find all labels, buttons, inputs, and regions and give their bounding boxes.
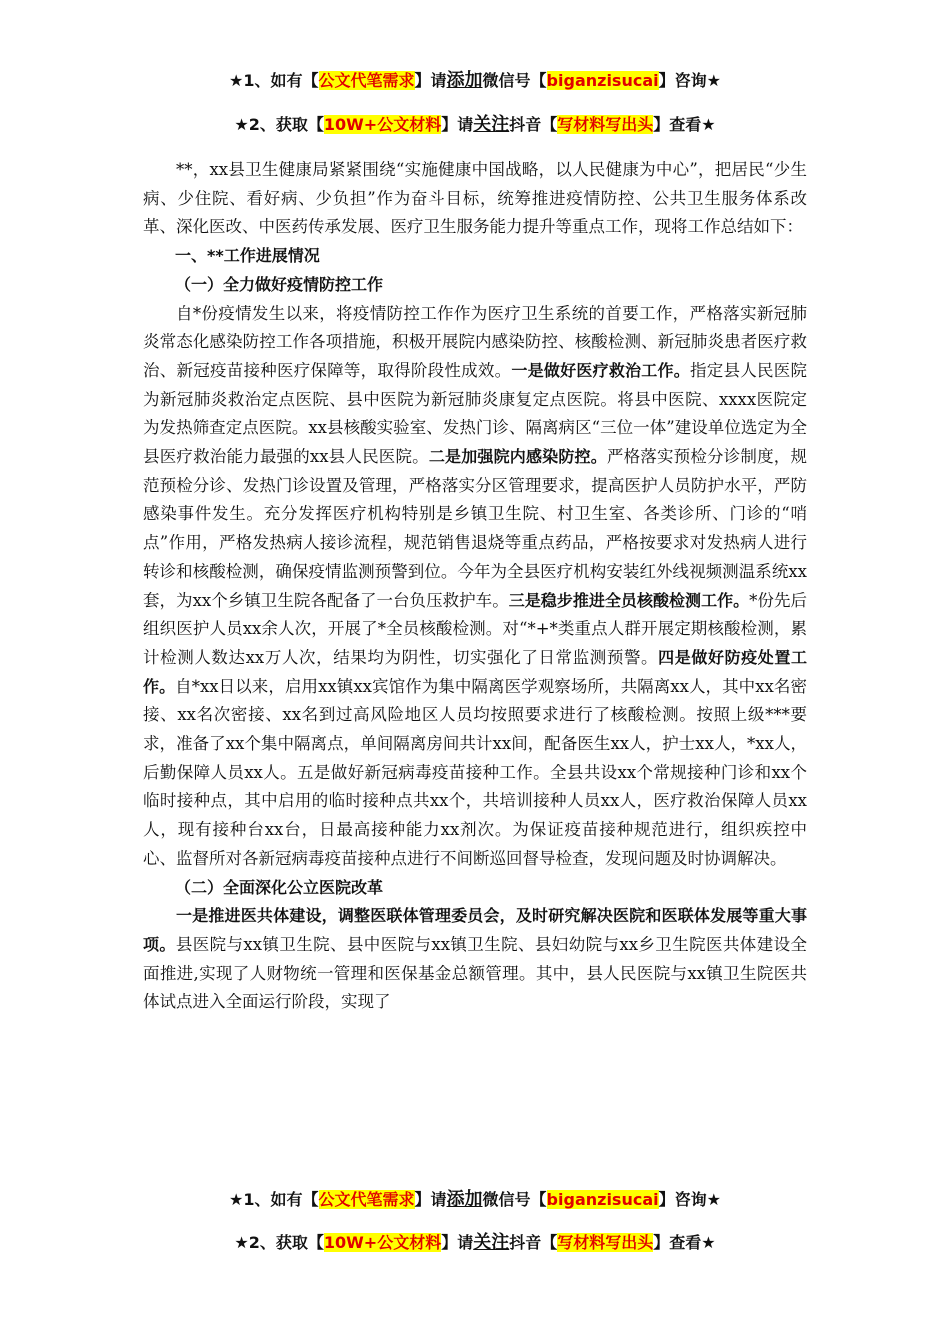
banner-text: ★1、如有【 [229, 71, 319, 90]
promo-banner-bottom-line1 [0, 1185, 950, 1211]
banner-highlight-wechat: biganzisucai [546, 71, 659, 90]
banner-underlined: 关注 [473, 1232, 510, 1253]
promo-banner-bottom-line2 [0, 1228, 950, 1254]
paragraph-text: 严格落实预检分诊制度，规范预检分诊、发热门诊设置及管理，严格落实分区管理要求，提高医护人员防护水平，严防感染事件发生。充分发挥医疗机构特别是乡镇卫生院、村卫生室、各类诊所、门诊的“哨点”作用，严格发热病人接诊流程，规范销售退烧等重点药品，严格按要求对发热病人进行转诊和核酸检测，确保疫情监测预警到位。今年为全县医疗机构安装红外线视频测温系统xx套，为xx个乡镇卫生院各配备了一台负压救护车。 [143, 447, 807, 610]
banner-text: 】请 [414, 71, 447, 90]
bold-lead: 二是加强院内感染防控。 [428, 447, 607, 467]
banner-text: 】咨询★ [658, 71, 721, 90]
banner-text: 】请 [414, 1190, 447, 1209]
body-paragraph [143, 300, 807, 874]
promo-banner-top-line2 [0, 110, 950, 136]
paragraph-text: 指定县人民医院为新冠肺炎救治定点医院、县中医院为新冠肺炎康复定点医院。将县中医院、xxxx医院定为发热筛查定点医院。xx县核酸实验室、发热门诊、隔离病区“三位一体”建设单位选定为全县医疗救治能力最强的xx县人民医院。 [143, 360, 808, 467]
banner-underlined: 添加 [446, 70, 483, 91]
bold-lead: 三是稳步推进全员核酸检测工作。 [508, 590, 750, 610]
banner-text: ★2、获取【 [234, 115, 324, 134]
banner-text: ★2、获取【 [234, 1233, 324, 1252]
document-body [143, 156, 807, 1017]
banner-text: 微信号【 [482, 1190, 547, 1209]
banner-text: 】请 [441, 115, 474, 134]
banner-highlight-douyin: 写材料写出头 [557, 1233, 654, 1252]
bold-lead: 一是做好医疗救治工作。 [511, 360, 691, 380]
paragraph-text: 自*xx日以来，启用xx镇xx宾馆作为集中隔离医学观察场所，共隔离xx人，其中xx名密接、xx名次密接、xx名到过高风险地区人员均按照要求进行了核酸检测。按照上级***要求，准备了xx个集中隔离点，单间隔离房间共计xx间，配备医生xx人，护士xx人，*xx人，后勤保障人员xx人。五是做好新冠病毒疫苗接种工作。全县共设xx个常规接种门诊和xx个临时接种点，其中启用的临时接种点共xx个，共培训接种人员xx人，医疗救治保障人员xx人，现有接种台xx台，日最高接种能力xx剂次。为保证疫苗接种规范进行，组织疾控中心、监督所对各新冠病毒疫苗接种点进行不间断巡回督导检查，发现问题及时协调解决。 [143, 676, 807, 868]
banner-text: 抖音【 [509, 1233, 558, 1252]
banner-text: ★1、如有【 [229, 1190, 319, 1209]
subsection-heading: （二）全面深化公立医院改革 [175, 877, 384, 897]
banner-text: 微信号【 [482, 71, 547, 90]
bold-lead: 一是推进医共体建设，调整医联体管理委员会，及时研究解决医院和医联体发展等重大事项。 [143, 906, 807, 954]
banner-highlight: 10W+公文材料 [323, 115, 442, 134]
banner-text: 】查看★ [653, 1233, 716, 1252]
paragraph-text: 县医院与xx镇卫生院、县中医院与xx镇卫生院、县妇幼院与xx乡卫生院医共体建设全面推进,实现了人财物统一管理和医保基金总额管理。其中，县人民医院与xx镇卫生院医共体试点进入全面运行阶段，实现了 [143, 934, 807, 1012]
body-paragraph [143, 902, 807, 1017]
banner-highlight: 公文代笔需求 [318, 71, 415, 90]
banner-highlight: 公文代笔需求 [318, 1190, 415, 1209]
bold-lead: 四是做好防疫处置工作。 [143, 647, 807, 696]
banner-text: 抖音【 [509, 115, 558, 134]
banner-text: 】查看★ [653, 115, 716, 134]
section-heading: 一、**工作进展情况 [175, 246, 320, 266]
intro-paragraph: **，xx县卫生健康局紧紧围绕“实施健康中国战略，以人民健康为中心”，把居民“少生病、少住院、看好病、少负担”作为奋斗目标，统筹推进疫情防控、公共卫生服务体系改革、深化医改、中医药传承发展、医疗卫生服务能力提升等重点工作，现将工作总结如下： [143, 160, 807, 237]
banner-underlined: 关注 [473, 114, 510, 135]
paragraph-text: *份先后组织医护人员xx余人次，开展了*全员核酸检测。对“*+*类重点人群开展定期核酸检测，累计检测人数达xx万人次，结果均为阴性，切实强化了日常监测预警。 [143, 590, 807, 667]
promo-banner-top-line1 [0, 66, 950, 92]
banner-text: 】咨询★ [658, 1190, 721, 1209]
banner-underlined: 添加 [446, 1189, 483, 1210]
subsection-heading: （一）全力做好疫情防控工作 [175, 274, 384, 294]
banner-highlight: 10W+公文材料 [323, 1233, 442, 1252]
banner-text: 】请 [441, 1233, 474, 1252]
banner-highlight-wechat: biganzisucai [546, 1190, 659, 1209]
paragraph-text: 自*份疫情发生以来，将疫情防控工作作为医疗卫生系统的首要工作，严格落实新冠肺炎常态化感染防控工作各项措施，积极开展院内感染防控、核酸检测、新冠肺炎患者医疗救治、新冠疫苗接种医疗保障等，取得阶段性成效。 [143, 303, 807, 380]
banner-highlight-douyin: 写材料写出头 [557, 115, 654, 134]
